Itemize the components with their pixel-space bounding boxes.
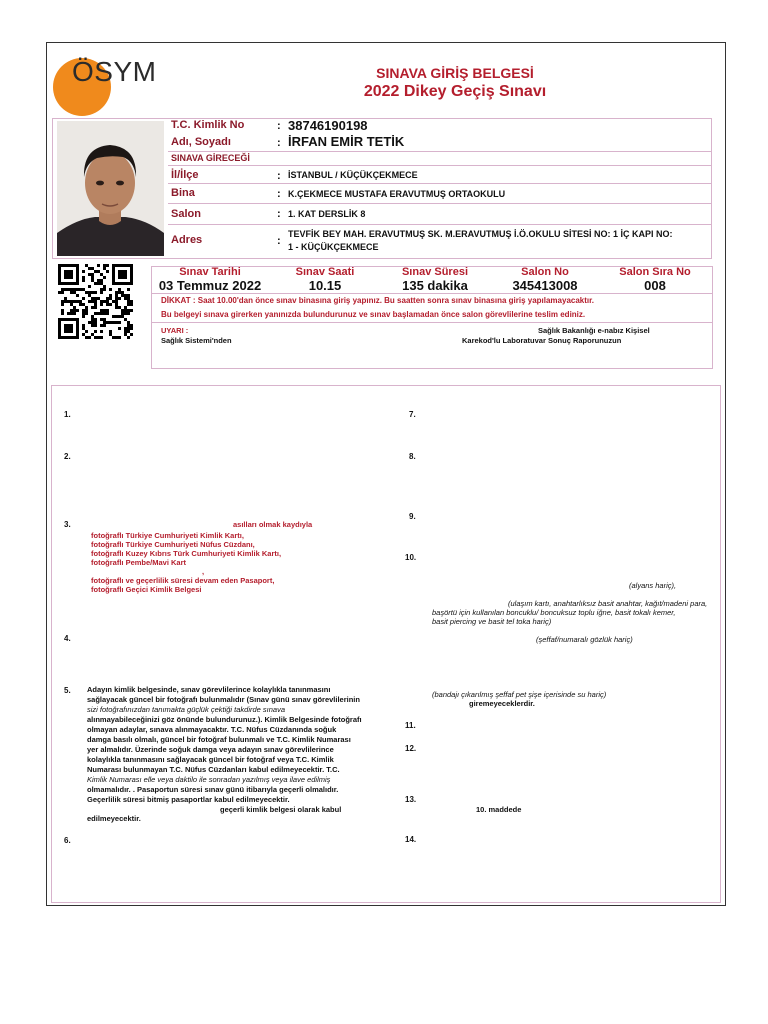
rule-number: 1.	[64, 410, 71, 419]
rule5-line: alınmayabileceğinizi göz önünde bulundurunuz.). Kimlik Belgesinde fotoğrafı	[87, 715, 362, 724]
rule-number: 11.	[405, 721, 416, 730]
rule-number: 4.	[64, 634, 71, 643]
divider	[168, 203, 712, 204]
address-line1: TEVFİK BEY MAH. ERAVUTMUŞ SK. M.ERAVUTMUŞ İ.Ö.OKULU SİTESİ NO: 1 İÇ KAPI NO:	[288, 229, 673, 239]
rule5-line: Geçerlilik süresi bitmiş pasaportlar kabul edilmeyecektir.	[87, 795, 290, 804]
city-colon: :	[277, 170, 281, 182]
building-label: Bina	[171, 187, 195, 199]
rule5-line: kolaylıkla tanınmasını sağlayacak güncel bir fotoğraf veya T.C. Kimlik	[87, 755, 334, 764]
exam-duration-header: Sınav Süresi	[401, 266, 469, 278]
rule3-item: fotoğraflı ve geçerlilik süresi devam eden Pasaport,	[91, 576, 275, 585]
rule5-line: olmamalıdır. . Pasaportun süresi sınav günü itibarıyla geçerli olmalıdır.	[87, 785, 339, 794]
rule3-item: fotoğraflı Türkiye Cumhuriyeti Kimlik Kartı,	[91, 531, 244, 540]
rule5-line: sağlayacak güncel bir fotoğrafı bulunmalıdır (Sınav günü sınav görevlilerinin	[87, 695, 360, 704]
exam-time-value: 10.15	[308, 278, 342, 293]
rule-number: 13.	[405, 795, 417, 804]
rule3-item: fotoğraflı Pembe/Mavi Kart	[91, 558, 187, 567]
divider	[168, 183, 712, 184]
rule5-line: olmayan adaylar, sınava alınmayacaktır. T.C. Nüfus Cüzdanında soğuk	[87, 725, 337, 734]
uyari-left-text-2: Sağlık Sistemi'nden	[161, 336, 232, 345]
room-label: Salon	[171, 208, 201, 220]
uyari-label: UYARI :	[161, 326, 189, 335]
rule5-line: yer almalıdır. Üzerinde soğuk damga veya adayın sınav görevlilerince	[87, 745, 334, 754]
rule-number: 8.	[409, 452, 416, 461]
address-colon: :	[277, 235, 281, 247]
name-label: Adı, Soyadı	[171, 136, 231, 148]
entry-warning: DİKKAT : Saat 10.00'dan önce sınav binasına giriş yapınız. Bu saatten sonra sınav binasına giriş yapılamayacaktır.	[161, 296, 595, 305]
rule3-item: fotoğraflı Türkiye Cumhuriyeti Nüfus Cüzdanı,	[91, 540, 255, 549]
city-label: İl/İlçe	[171, 169, 199, 181]
rule10-text: (alyans hariç),	[629, 581, 677, 590]
qr-code	[58, 264, 138, 340]
divider	[168, 224, 712, 225]
rule-number: 7.	[409, 410, 416, 419]
rule10-text: basit piercing ve basit tel toka hariç)	[432, 617, 552, 626]
building-colon: :	[277, 188, 281, 200]
rule5-line: Numarası bulunmayan T.C. Nüfus Cüzdanları kabul edilmeyecektir. T.C.	[87, 765, 340, 774]
divider	[152, 322, 712, 323]
rule-number: 2.	[64, 452, 71, 461]
exam-date-header: Sınav Tarihi	[179, 266, 241, 278]
address-line2: 1 - KÜÇÜKÇEKMECE	[288, 242, 379, 252]
room-colon: :	[277, 208, 281, 220]
rule-number: 12.	[405, 744, 417, 753]
divider	[168, 151, 712, 152]
exam-duration-value: 135 dakika	[402, 278, 468, 293]
rule10-text: (ulaşım kartı, anahtarlıksız basit anahtar, kağıt/madeni para,	[508, 599, 708, 608]
uyari-right-text-2: Karekod'lu Laboratuvar Sonuç Raporunuzun	[462, 336, 622, 345]
name-colon: :	[277, 137, 281, 149]
rule5-paragraph	[87, 685, 370, 805]
rule-number: 6.	[64, 836, 71, 845]
document-title: SINAVA GİRİŞ BELGESİ	[376, 65, 534, 81]
rule3-item: fotoğraflı Kuzey Kıbrıs Türk Cumhuriyeti Kimlik Kartı,	[91, 549, 282, 558]
divider	[168, 165, 712, 166]
candidate-photo	[57, 121, 164, 256]
rule5-tail: edilmeyecektir.	[87, 814, 141, 823]
osym-logo-text: ÖSYM	[72, 56, 157, 87]
rule3-item: fotoğraflı Geçici Kimlik Belgesi	[91, 585, 202, 594]
tc-value: 38746190198	[288, 118, 368, 133]
rule3-item: ,	[202, 567, 205, 576]
divider	[152, 293, 712, 294]
section-label: SINAVA GİRECEĞİ	[171, 153, 250, 163]
rule10-text: (bandajı çıkarılmış şeffaf pet şişe içerisinde su hariç)	[432, 690, 607, 699]
exam-time-header: Sınav Saati	[295, 266, 355, 278]
tc-label: T.C. Kimlik No	[171, 119, 245, 131]
rule-number: 9.	[409, 512, 416, 521]
exam-date-value: 03 Temmuz 2022	[158, 278, 262, 293]
document-warning: Bu belgeyi sınava girerken yanınızda bulundurunuz ve sınav başlamadan önce salon görevlilerine teslim ediniz.	[161, 310, 586, 319]
room-no-value: 345413008	[512, 278, 578, 293]
room-no-header: Salon No	[521, 266, 569, 278]
rule5-line: Kimlik Numarası elle veya daktilo ile sonradan yazılmış veya ilave edilmiş	[87, 775, 331, 784]
rule5-line: sizi fotoğrafınızdan tanımakta güçlük çektiği takdirde sınava	[87, 705, 286, 714]
building-value: K.ÇEKMECE MUSTAFA ERAVUTMUŞ ORTAOKULU	[288, 189, 506, 199]
room-value: 1. KAT DERSLİK 8	[288, 209, 366, 219]
rule10-text: başörtü için kullanılan boncuklu/ boncuksuz toplu iğne, basit tokalı kemer,	[432, 608, 676, 617]
rule10-text: giremeyeceklerdir.	[469, 699, 535, 708]
rule3-heading: asılları olmak kaydıyla	[233, 520, 313, 529]
rule-number: 14.	[405, 835, 417, 844]
qr-code-icon	[58, 264, 138, 340]
seat-no-header: Salon Sıra No	[619, 266, 691, 278]
rule-number: 3.	[64, 520, 71, 529]
address-label: Adres	[171, 234, 203, 246]
name-value: İRFAN EMİR TETİK	[288, 134, 405, 149]
rule5-line: damga basılı olmalı, güncel bir fotoğraf bulunmalı ve T.C. Kimlik Numarası	[87, 735, 351, 744]
rule13-text: 10. maddede	[476, 805, 522, 814]
rule-number: 5.	[64, 686, 71, 695]
city-value: İSTANBUL / KÜÇÜKÇEKMECE	[288, 170, 418, 180]
exam-name: 2022 Dikey Geçiş Sınavı	[363, 83, 547, 100]
uyari-right-text: Sağlık Bakanlığı e-nabız Kişisel	[538, 326, 650, 335]
rule10-text: (şeffaf/numaralı gözlük hariç)	[536, 635, 633, 644]
rule5-line: Adayın kimlik belgesinde, sınav görevlilerince kolaylıkla tanınmasını	[87, 685, 331, 694]
seat-no-value: 008	[644, 278, 666, 293]
rule5-tail: geçerli kimlik belgesi olarak kabul	[220, 805, 342, 814]
tc-colon: :	[277, 120, 281, 132]
rule-number: 10.	[405, 553, 417, 562]
